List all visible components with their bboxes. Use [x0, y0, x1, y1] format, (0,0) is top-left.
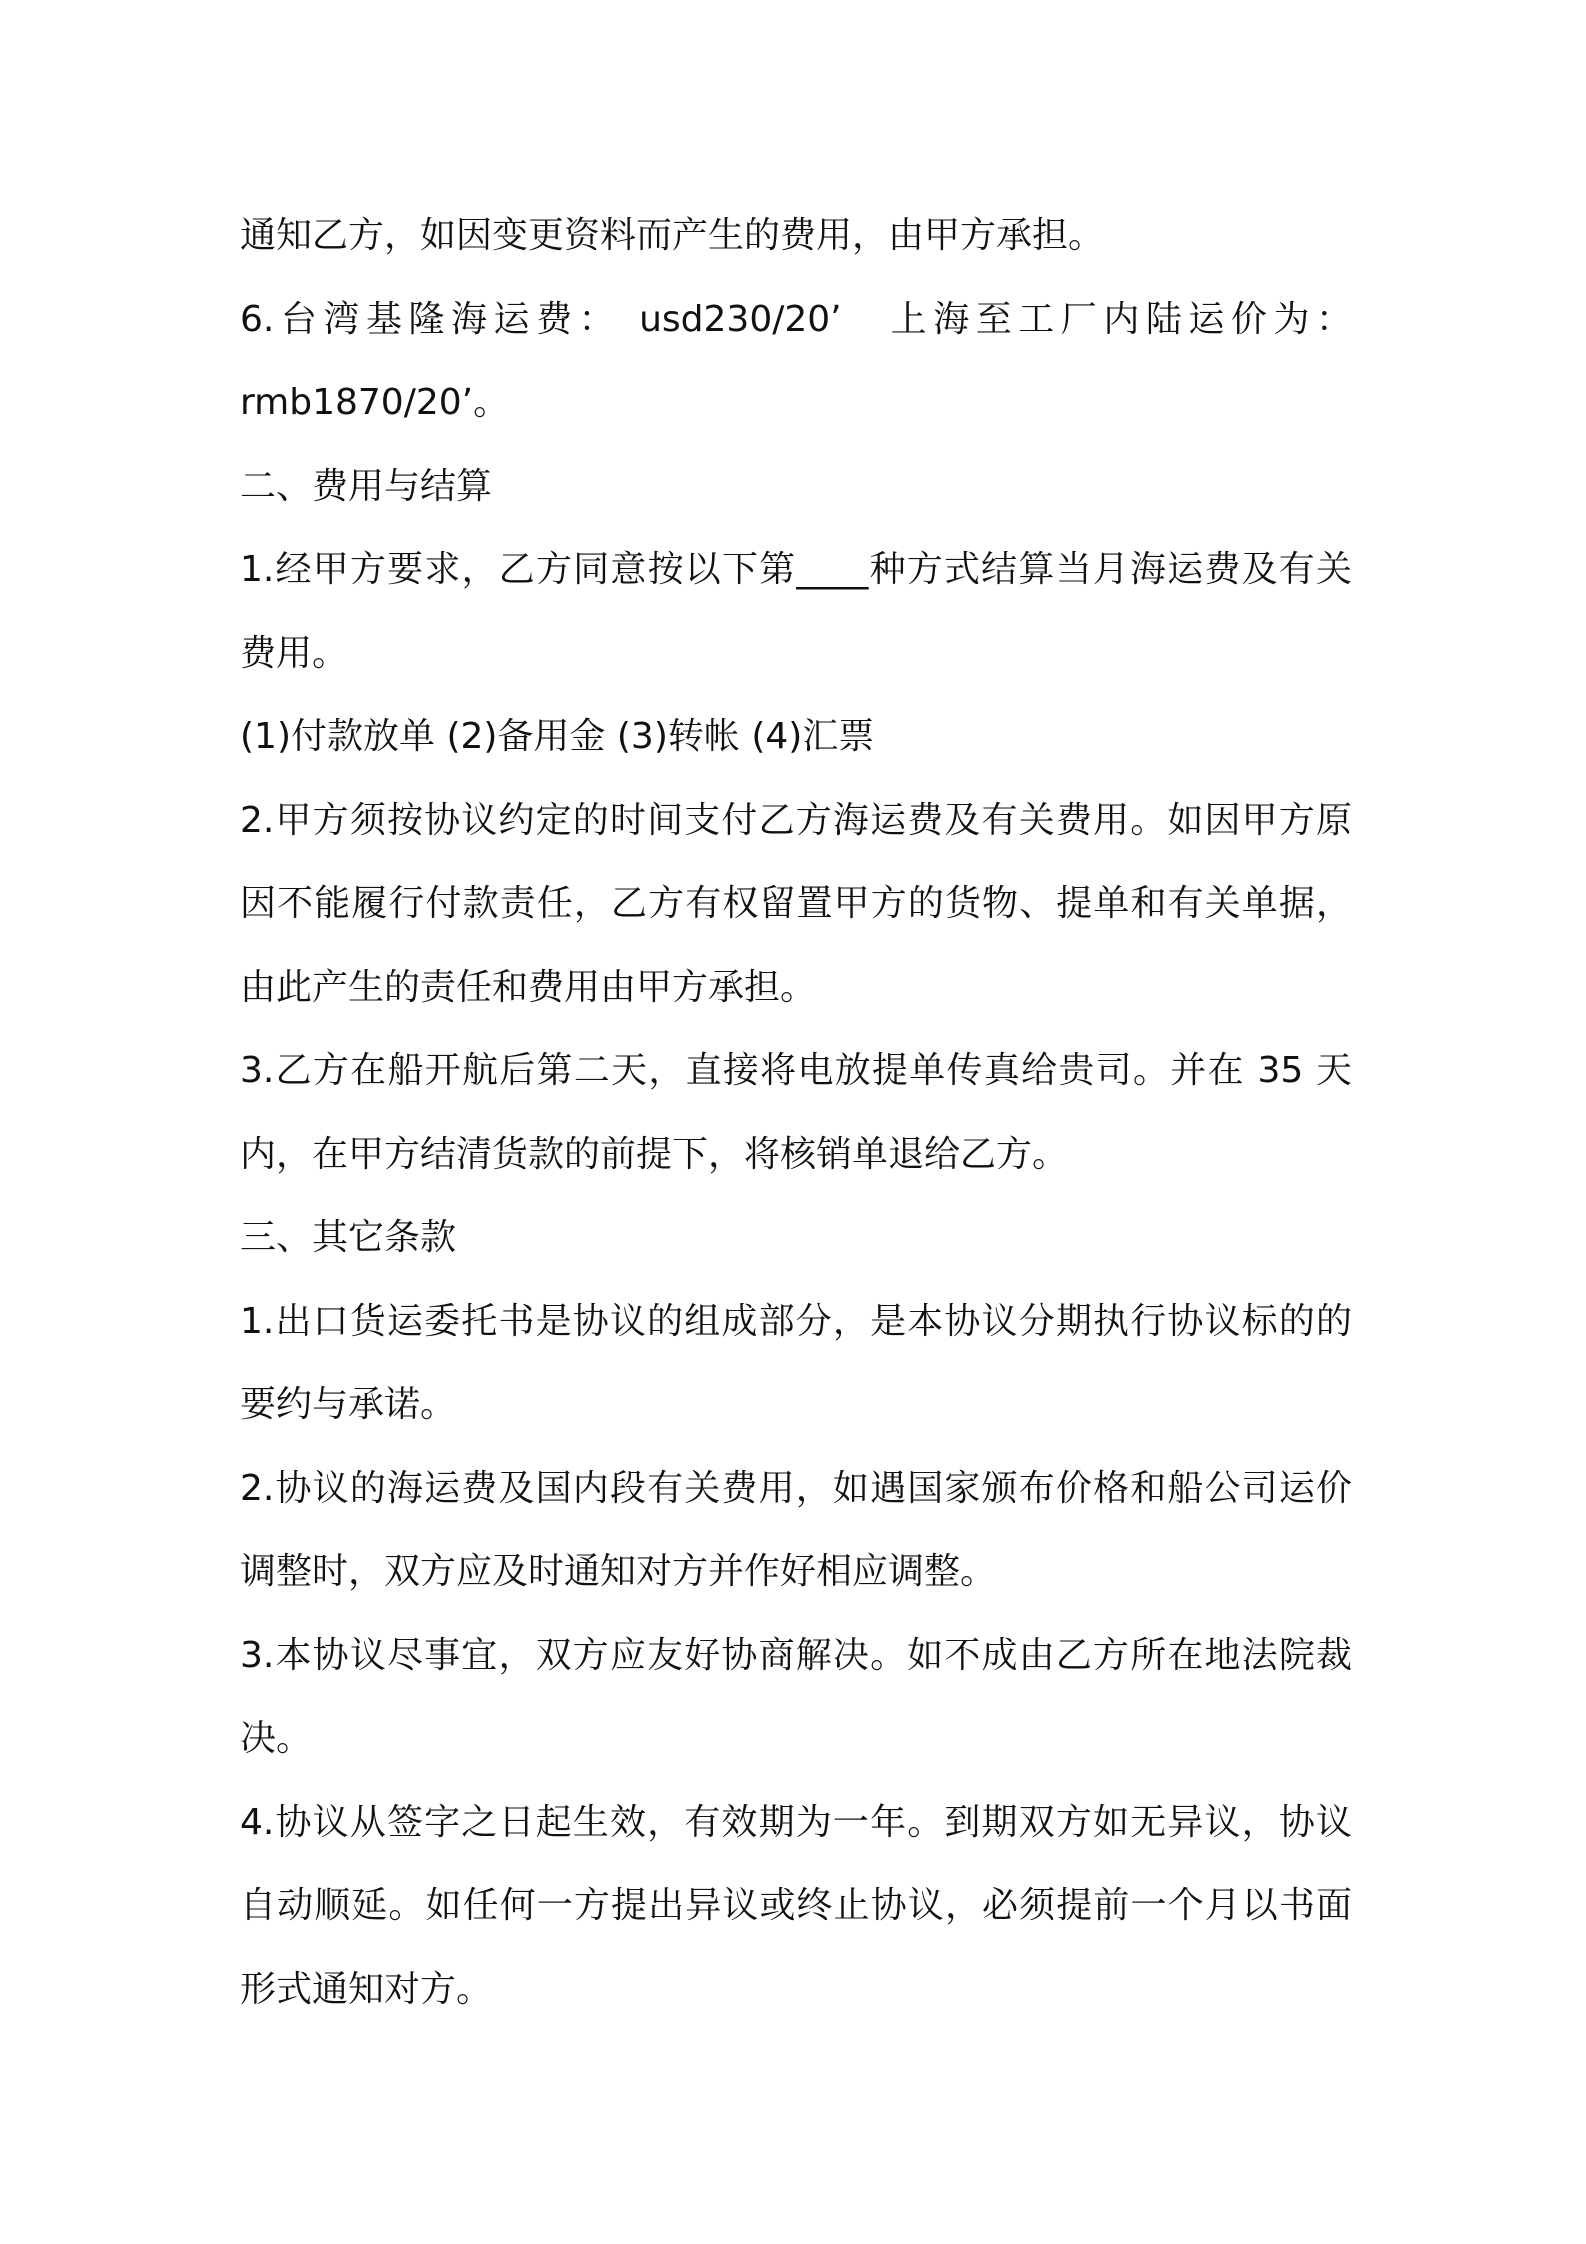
text-line: 费用。 [240, 632, 349, 674]
text-line: 形式通知对方。 [240, 1968, 493, 2010]
text-line: 3.乙方在船开航后第二天，直接将电放提单传真给贵司。并在 35 天 [240, 1050, 1352, 1091]
text-line: 因不能履行付款责任，乙方有权留置甲方的货物、提单和有关单据， [240, 883, 1352, 924]
text-line: 2.甲方须按协议约定的时间支付乙方海运费及有关费用。如因甲方原 [240, 799, 1352, 841]
text-line: 3.本协议尽事宜，双方应友好协商解决。如不成由乙方所在地法院裁 [240, 1634, 1352, 1676]
text-line: (1)付款放单 (2)备用金 (3)转帐 (4)汇票 [240, 716, 875, 757]
text-line: 通知乙方，如因变更资料而产生的费用，由甲方承担。 [240, 215, 1105, 256]
text-line: 由此产生的责任和费用由甲方承担。 [240, 966, 817, 1008]
section-heading: 三、其它条款 [240, 1217, 457, 1258]
text-line: 6.台湾基隆海运费： usd230/20’ 上海至工厂内陆运价为： [240, 298, 1352, 340]
text-line: 调整时，双方应及时通知对方并作好相应调整。 [240, 1551, 997, 1592]
text-line: 内，在甲方结清货款的前提下，将核销单退给乙方。 [240, 1133, 1069, 1175]
text-line: 4.协议从签字之日起生效，有效期为一年。到期双方如无异议，协议 [240, 1801, 1352, 1843]
text-line: 自动顺延。如任何一方提出异议或终止协议，必须提前一个月以书面 [240, 1885, 1352, 1926]
section-heading: 二、费用与结算 [240, 465, 493, 507]
text-line: 1.经甲方要求，乙方同意按以下第____种方式结算当月海运费及有关 [240, 549, 1352, 590]
text-line: 决。 [240, 1718, 313, 1759]
document-body [240, 194, 1352, 2031]
text-line: 2.协议的海运费及国内段有关费用，如遇国家颁布价格和船公司运价 [240, 1467, 1352, 1509]
text-line: rmb1870/20’。 [240, 382, 510, 423]
text-line: 1.出口货运委托书是协议的组成部分，是本协议分期执行协议标的的 [240, 1300, 1352, 1342]
text-line: 要约与承诺。 [240, 1384, 457, 1425]
